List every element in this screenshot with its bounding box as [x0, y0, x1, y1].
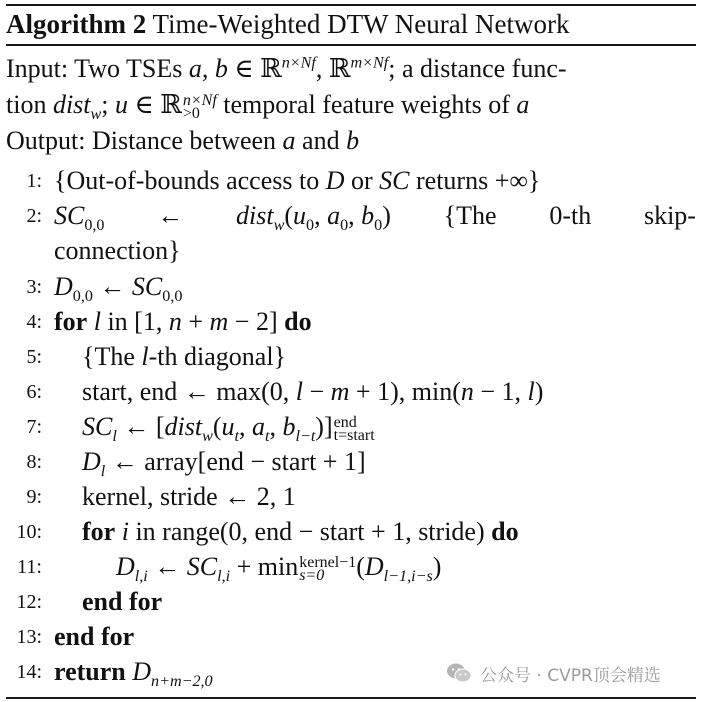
line-number: 7: — [26, 416, 42, 438]
token: 0 — [306, 217, 315, 235]
line-content — [82, 340, 286, 374]
token: − — [302, 377, 331, 406]
input-space-2: ℝ — [328, 54, 351, 83]
token: return — [54, 657, 126, 686]
output-prefix: Output: Distance between — [6, 126, 283, 155]
token: dist — [236, 201, 274, 230]
input-sep: , — [315, 54, 329, 83]
token: {The — [82, 342, 142, 371]
algorithm-title — [6, 5, 569, 43]
token: m — [209, 307, 229, 336]
token: b — [361, 201, 375, 230]
token: n+m−2,0 — [151, 673, 213, 691]
line-number: 4: — [26, 311, 42, 333]
line-number: 10: — [16, 521, 42, 543]
token: , — [314, 201, 328, 230]
token: for — [54, 307, 88, 336]
input-space-3: ℝ — [160, 90, 182, 119]
token: l,i — [217, 568, 231, 586]
limits-stack — [299, 554, 357, 585]
token: D — [132, 657, 152, 686]
token: a — [251, 412, 265, 441]
token: returns +∞} — [409, 166, 541, 195]
output-a: a — [282, 126, 296, 155]
watermark-text: 公众号 · CVPR顶会精选 — [480, 665, 661, 686]
token: + 1), min( — [349, 377, 461, 406]
line-content — [82, 445, 366, 479]
input-prefix: Input: Two TSEs — [6, 54, 189, 83]
input-space-1: ℝ — [260, 54, 282, 83]
token: SC — [379, 166, 410, 195]
token: -th diagonal} — [148, 342, 287, 371]
line-number: 12: — [16, 591, 42, 613]
token: 0,0 — [84, 217, 105, 235]
token: l−t — [295, 428, 316, 446]
token: or — [344, 166, 380, 195]
input-in-2: ∈ — [128, 90, 161, 119]
token: for — [82, 517, 116, 546]
token: t — [234, 428, 239, 446]
output-b: b — [346, 126, 360, 155]
line-content — [54, 164, 540, 198]
token: w — [273, 217, 285, 235]
line-content — [82, 375, 543, 409]
token-group — [54, 199, 104, 233]
input-weights: temporal feature weights of — [216, 90, 517, 119]
line-content — [54, 305, 312, 339]
token: + min — [230, 552, 299, 581]
token: s=0 — [299, 567, 325, 585]
token: ( — [356, 552, 365, 581]
token: D — [116, 552, 135, 581]
token: D — [325, 166, 345, 195]
token: do — [491, 517, 519, 546]
token: b — [282, 412, 296, 441]
output-and: and — [295, 126, 347, 155]
token: l−1,i−s — [383, 568, 433, 586]
input-dims-3-sub: >0 — [182, 105, 200, 123]
input-dims-3-sup: n×Nf — [182, 92, 217, 110]
token: skip- — [643, 201, 696, 230]
line-number: 5: — [26, 346, 42, 368]
token: SC — [54, 201, 85, 230]
token: {Out-of-bounds access to — [54, 166, 326, 195]
line-content — [82, 410, 375, 444]
token: l — [93, 307, 101, 336]
line-number: 9: — [26, 486, 42, 508]
token: ) — [534, 377, 544, 406]
token: l — [295, 377, 303, 406]
token: , — [348, 201, 362, 230]
line-number: 13: — [16, 626, 42, 648]
line-number: 1: — [26, 170, 42, 192]
line-content — [54, 270, 182, 304]
line-content: end for — [82, 587, 163, 616]
token: 0 — [340, 217, 349, 235]
token: l,i — [134, 568, 148, 586]
token: i — [121, 517, 129, 546]
token: SC — [82, 412, 113, 441]
line-content: kernel, stride ← 2, 1 — [82, 482, 296, 511]
line-content — [116, 550, 441, 584]
line-content: connection} — [54, 236, 181, 265]
algorithm-name: Time-Weighted DTW Neural Network — [152, 9, 570, 39]
token: ← array[end − start + 1] — [105, 447, 366, 476]
token: D — [364, 552, 384, 581]
token: ← — [157, 201, 184, 230]
line-number: 8: — [26, 451, 42, 473]
line-number: 2: — [26, 205, 42, 227]
token: start, end ← max(0, — [82, 377, 296, 406]
line-content — [82, 515, 519, 549]
token: 0,0 — [162, 288, 183, 306]
token: , — [238, 412, 252, 441]
token: kernel−1 — [299, 554, 357, 572]
token: , — [269, 412, 283, 441]
limits-stack — [333, 414, 375, 445]
wechat-icon — [446, 662, 472, 684]
token: − 2] — [228, 307, 285, 336]
token: − 1, — [473, 377, 528, 406]
token: ← — [147, 552, 187, 581]
input-tail: ; a distance func- — [388, 54, 567, 83]
input-dist: dist — [52, 90, 91, 119]
token: l — [112, 428, 117, 446]
token: dist — [164, 412, 203, 441]
token: u — [221, 412, 235, 441]
line-number: 3: — [26, 276, 42, 298]
token: in [1, — [100, 307, 169, 336]
token: SC — [186, 552, 218, 581]
token: 0-th — [549, 201, 592, 230]
algorithm-label: Algorithm 2 — [6, 9, 147, 39]
input-dims-1: n×Nf — [281, 54, 316, 72]
token: )] — [315, 412, 333, 441]
token: end — [333, 414, 357, 432]
input-semi: ; — [101, 90, 116, 119]
input-line2-prefix: tion — [6, 90, 53, 119]
input-dims-2: m×Nf — [350, 54, 389, 72]
token: w — [202, 428, 213, 446]
token: do — [284, 307, 312, 336]
token: D — [82, 447, 101, 476]
line-number: 14: — [16, 661, 42, 683]
token-group — [236, 199, 391, 233]
token: l — [527, 377, 535, 406]
token: ( — [284, 201, 294, 230]
line-number: 11: — [17, 556, 42, 578]
line-content: end for — [54, 622, 135, 651]
token: m — [330, 377, 350, 406]
token: n — [460, 377, 474, 406]
token: + — [181, 307, 210, 336]
input-vars: a, b — [188, 54, 228, 83]
token: D — [54, 272, 73, 301]
token: ) — [382, 201, 391, 230]
header-rule — [6, 44, 696, 46]
token: t=start — [333, 427, 375, 445]
line-content — [54, 655, 213, 689]
output-line — [6, 124, 696, 158]
token: t — [264, 428, 270, 446]
line-content — [54, 199, 696, 233]
bottom-rule — [6, 697, 696, 699]
line-number: 6: — [26, 381, 42, 403]
input-u: u — [115, 90, 129, 119]
input-line-1 — [6, 52, 696, 86]
token: ( — [212, 412, 222, 441]
watermark — [446, 658, 661, 688]
input-weights-var: a — [516, 90, 530, 119]
input-dims-stack — [182, 92, 217, 123]
token: ) — [432, 552, 442, 581]
input-dist-sub: w — [90, 106, 102, 124]
token: ← — [92, 272, 132, 301]
token: l — [141, 342, 149, 371]
token: {The — [443, 201, 497, 230]
token: 0 — [374, 217, 383, 235]
token: l — [100, 463, 106, 481]
input-in: ∈ — [227, 54, 261, 83]
token: in range(0, end − start + 1, stride) — [128, 517, 492, 546]
token: n — [168, 307, 182, 336]
input-line-2 — [6, 88, 696, 122]
token: 0,0 — [72, 288, 93, 306]
token: ← [ — [116, 412, 165, 441]
token: SC — [131, 272, 163, 301]
token: u — [293, 201, 307, 230]
token: a — [327, 201, 341, 230]
